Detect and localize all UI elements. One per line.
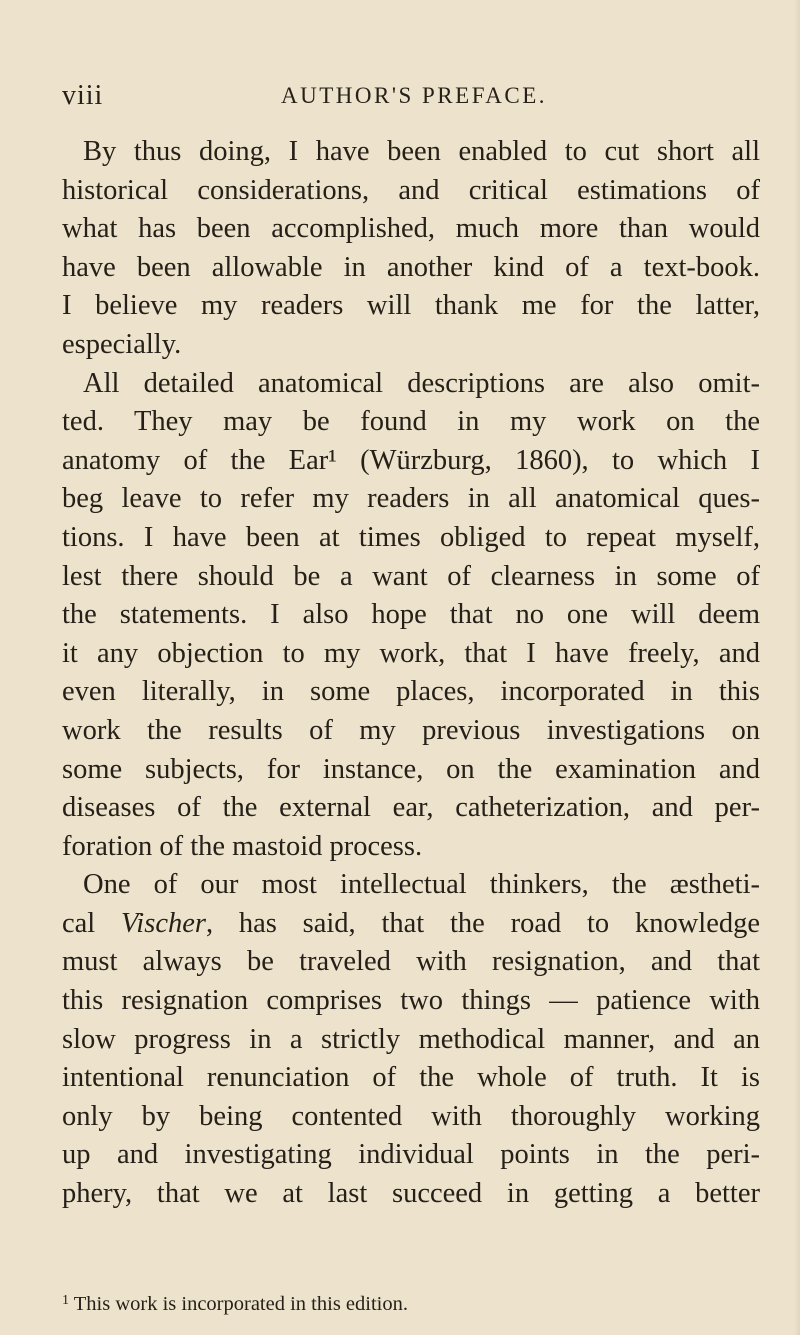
text-line: foration of the mastoid process.	[62, 830, 423, 862]
text-line: beg leave to refer my readers in all anatomical ques-	[62, 483, 760, 515]
text-line: By thus doing, I have been enabled to cut short all	[83, 136, 760, 167]
text-line: I believe my readers will thank me for the latter,	[62, 290, 760, 322]
text-line: phery, that we at last succeed in getting a better	[62, 1178, 760, 1210]
page-header	[62, 80, 762, 120]
paper-edge-shadow	[794, 0, 800, 1335]
text-line: must always be traveled with resignation, and that	[62, 946, 760, 978]
text-line: it any objection to my work, that I have freely, and	[62, 637, 760, 669]
text-line: One of our most intellectual thinkers, the æstheti-	[83, 869, 760, 901]
text-line: what has been accomplished, much more than would	[62, 213, 760, 245]
footnote-text: This work is incorporated in this edition.	[73, 1293, 408, 1315]
text-line: even literally, in some places, incorporated in this	[62, 676, 760, 708]
text-line: All detailed anatomical descriptions are also omit-	[83, 367, 760, 399]
body-text	[62, 133, 760, 1214]
text-line: diseases of the external ear, catheterization, and per-	[62, 792, 760, 824]
page-number: viii	[62, 80, 104, 111]
text-line: slow progress in a strictly methodical manner, and an	[62, 1023, 760, 1055]
running-head: AUTHOR'S PREFACE.	[281, 83, 548, 108]
text-line: historical considerations, and critical estimations of	[62, 174, 760, 206]
text-line: have been allowable in another kind of a text-book.	[62, 251, 760, 283]
text-line: the statements. I also hope that no one will deem	[62, 599, 760, 631]
text-line: especially.	[62, 328, 182, 360]
text-line: this resignation comprises two things — patience with	[62, 985, 760, 1017]
text-line: some subjects, for instance, on the examination and	[62, 753, 760, 785]
footnote-marker: 1	[62, 1293, 69, 1308]
text-line: up and investigating individual points in the peri-	[62, 1139, 760, 1171]
text-line: work the results of my previous investigations on	[62, 714, 760, 746]
text-line: anatomy of the Ear¹ (Würzburg, 1860), to which I	[62, 444, 760, 476]
text-line: intentional renunciation of the whole of truth. It is	[62, 1062, 760, 1094]
text-line: ted. They may be found in my work on the	[62, 406, 760, 438]
text-line: cal Vischer, has said, that the road to knowledge	[62, 907, 761, 939]
italic-name: Vischer	[121, 907, 206, 939]
text-line: lest there should be a want of clearness in some of	[62, 560, 760, 592]
text-line: only by being contented with thoroughly working	[62, 1100, 760, 1132]
footnote	[62, 1288, 760, 1317]
text-line: tions. I have been at times obliged to repeat myself,	[62, 521, 760, 553]
